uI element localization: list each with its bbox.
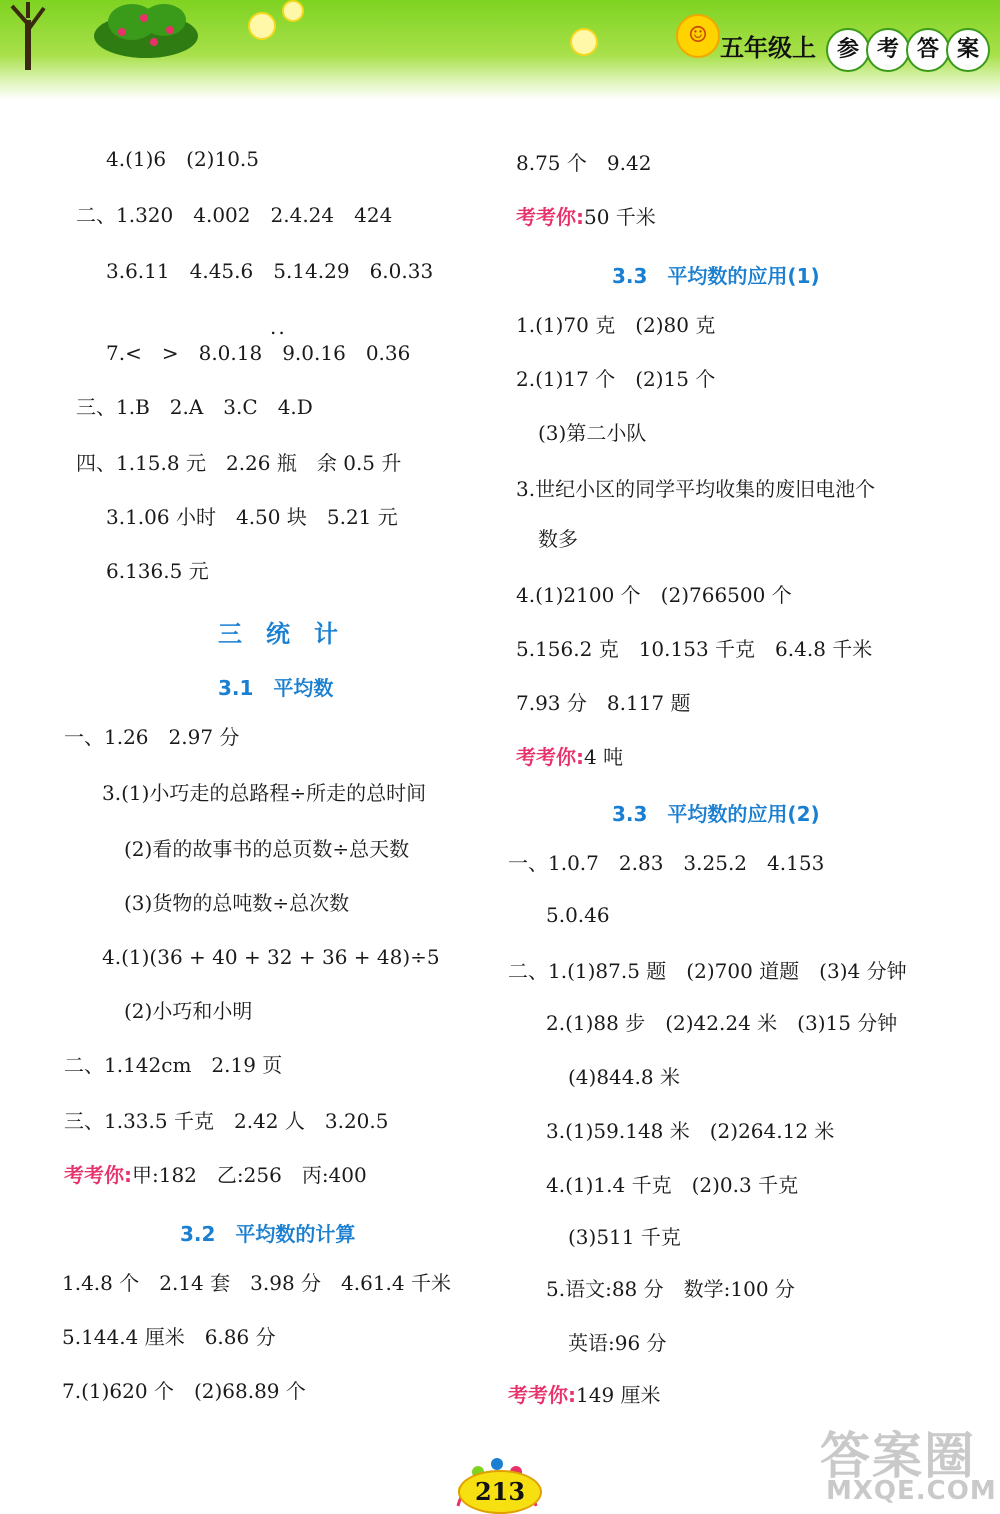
quiz-answer: 甲:182 乙:256 丙:400	[132, 1163, 367, 1187]
quiz-tag: 考考你:	[64, 1163, 132, 1187]
grade-label: 五年级上	[720, 34, 816, 62]
answer-line: 二、1.320 4.002 2.4.24 424	[76, 203, 393, 227]
answer-line: 5.144.4 厘米 6.86 分	[62, 1325, 276, 1349]
quiz-answer: 149 厘米	[576, 1383, 661, 1407]
answer-line: 4.(1)1.4 千克 (2)0.3 千克	[546, 1173, 799, 1197]
section-title: 3.3 平均数的应用(2)	[612, 802, 820, 826]
answer-line: 2.(1)88 步 (2)42.24 米 (3)15 分钟	[546, 1011, 898, 1035]
answer-line: 4.(1)6 (2)10.5	[106, 147, 259, 171]
section-title: 3.1 平均数	[218, 676, 334, 700]
answer-line: 三、1.33.5 千克 2.42 人 3.20.5	[64, 1109, 389, 1133]
section-title: 3.2 平均数的计算	[180, 1222, 356, 1246]
answer-line: 7.(1)620 个 (2)68.89 个	[62, 1379, 306, 1403]
answer-line: 7.93 分 8.117 题	[516, 691, 691, 715]
tree-icon	[8, 0, 48, 70]
repeating-decimal-dots: ..	[270, 315, 287, 339]
answer-line: 7.< > 8.0.18 9.0.16 0.36	[106, 341, 411, 365]
watermark-logo: 答案圈	[820, 1427, 976, 1485]
answer-line: (3)第二小队	[538, 421, 647, 445]
answer-line: 数多	[538, 527, 578, 551]
quiz-tag: 考考你:	[516, 205, 584, 229]
flower-icon	[248, 12, 276, 40]
answer-line: (2)小巧和小明	[124, 999, 253, 1023]
watermark-url: MXQE.COM	[826, 1476, 997, 1506]
smiley-face: ☺	[688, 23, 708, 48]
quiz-tag: 考考你:	[516, 745, 584, 769]
flower-icon	[570, 28, 598, 56]
answer-line: 5.0.46	[546, 903, 610, 927]
header-badge: 答	[906, 28, 950, 72]
answer-line: 4.(1)2100 个 (2)766500 个	[516, 583, 792, 607]
chapter-title: 三 统 计	[218, 620, 338, 648]
quiz-line	[516, 744, 623, 770]
answer-line: 3.(1)小巧走的总路程÷所走的总时间	[102, 781, 427, 805]
section-title: 3.3 平均数的应用(1)	[612, 264, 820, 288]
smiley-sun-icon	[676, 14, 720, 58]
answer-line: 二、1.142cm 2.19 页	[64, 1053, 283, 1077]
quiz-tag: 考考你:	[508, 1383, 576, 1407]
answer-line: (3)货物的总吨数÷总次数	[124, 891, 350, 915]
answer-line: 5.156.2 克 10.153 千克 6.4.8 千米	[516, 637, 873, 661]
page-number: 213	[458, 1470, 542, 1514]
answer-line: 2.(1)17 个 (2)15 个	[516, 367, 716, 391]
answer-line: 3.1.06 小时 4.50 块 5.21 元	[106, 505, 398, 529]
answer-line: 6.136.5 元	[106, 559, 209, 583]
answer-line: (3)511 千克	[568, 1225, 681, 1249]
answer-line: 3.世纪小区的同学平均收集的废旧电池个	[516, 477, 876, 501]
answer-line: 三、1.B 2.A 3.C 4.D	[76, 395, 313, 419]
quiz-line	[64, 1162, 367, 1188]
answer-line: 5.语文:88 分 数学:100 分	[546, 1277, 795, 1301]
answer-line: 1.4.8 个 2.14 套 3.98 分 4.61.4 千米	[62, 1271, 451, 1295]
answer-line: 英语:96 分	[568, 1331, 667, 1355]
answer-line: 一、1.26 2.97 分	[64, 725, 240, 749]
quiz-answer: 50 千米	[584, 205, 656, 229]
answer-line: 3.(1)59.148 米 (2)264.12 米	[546, 1119, 835, 1143]
answer-line: 8.75 个 9.42	[516, 151, 652, 175]
quiz-answer: 4 吨	[584, 745, 624, 769]
header-banner	[0, 0, 1000, 100]
header-badge: 考	[866, 28, 910, 72]
answer-line: (4)844.8 米	[568, 1065, 680, 1089]
quiz-line	[508, 1382, 661, 1408]
answer-line: 二、1.(1)87.5 题 (2)700 道题 (3)4 分钟	[508, 959, 907, 983]
answer-line: 四、1.15.8 元 2.26 瓶 余 0.5 升	[76, 451, 402, 475]
header-badge: 参	[826, 28, 870, 72]
watermark	[820, 1416, 1000, 1514]
answer-line: 4.(1)(36 + 40 + 32 + 36 + 48)÷5	[102, 945, 440, 969]
flower-icon	[282, 0, 304, 22]
header-badge: 案	[946, 28, 990, 72]
bush-icon	[92, 2, 200, 58]
answer-line: 一、1.0.7 2.83 3.25.2 4.153	[508, 851, 825, 875]
answer-line: 1.(1)70 克 (2)80 克	[516, 313, 716, 337]
quiz-line	[516, 204, 656, 230]
answer-line: 3.6.11 4.45.6 5.14.29 6.0.33	[106, 259, 434, 283]
answer-line: (2)看的故事书的总页数÷总天数	[124, 837, 410, 861]
